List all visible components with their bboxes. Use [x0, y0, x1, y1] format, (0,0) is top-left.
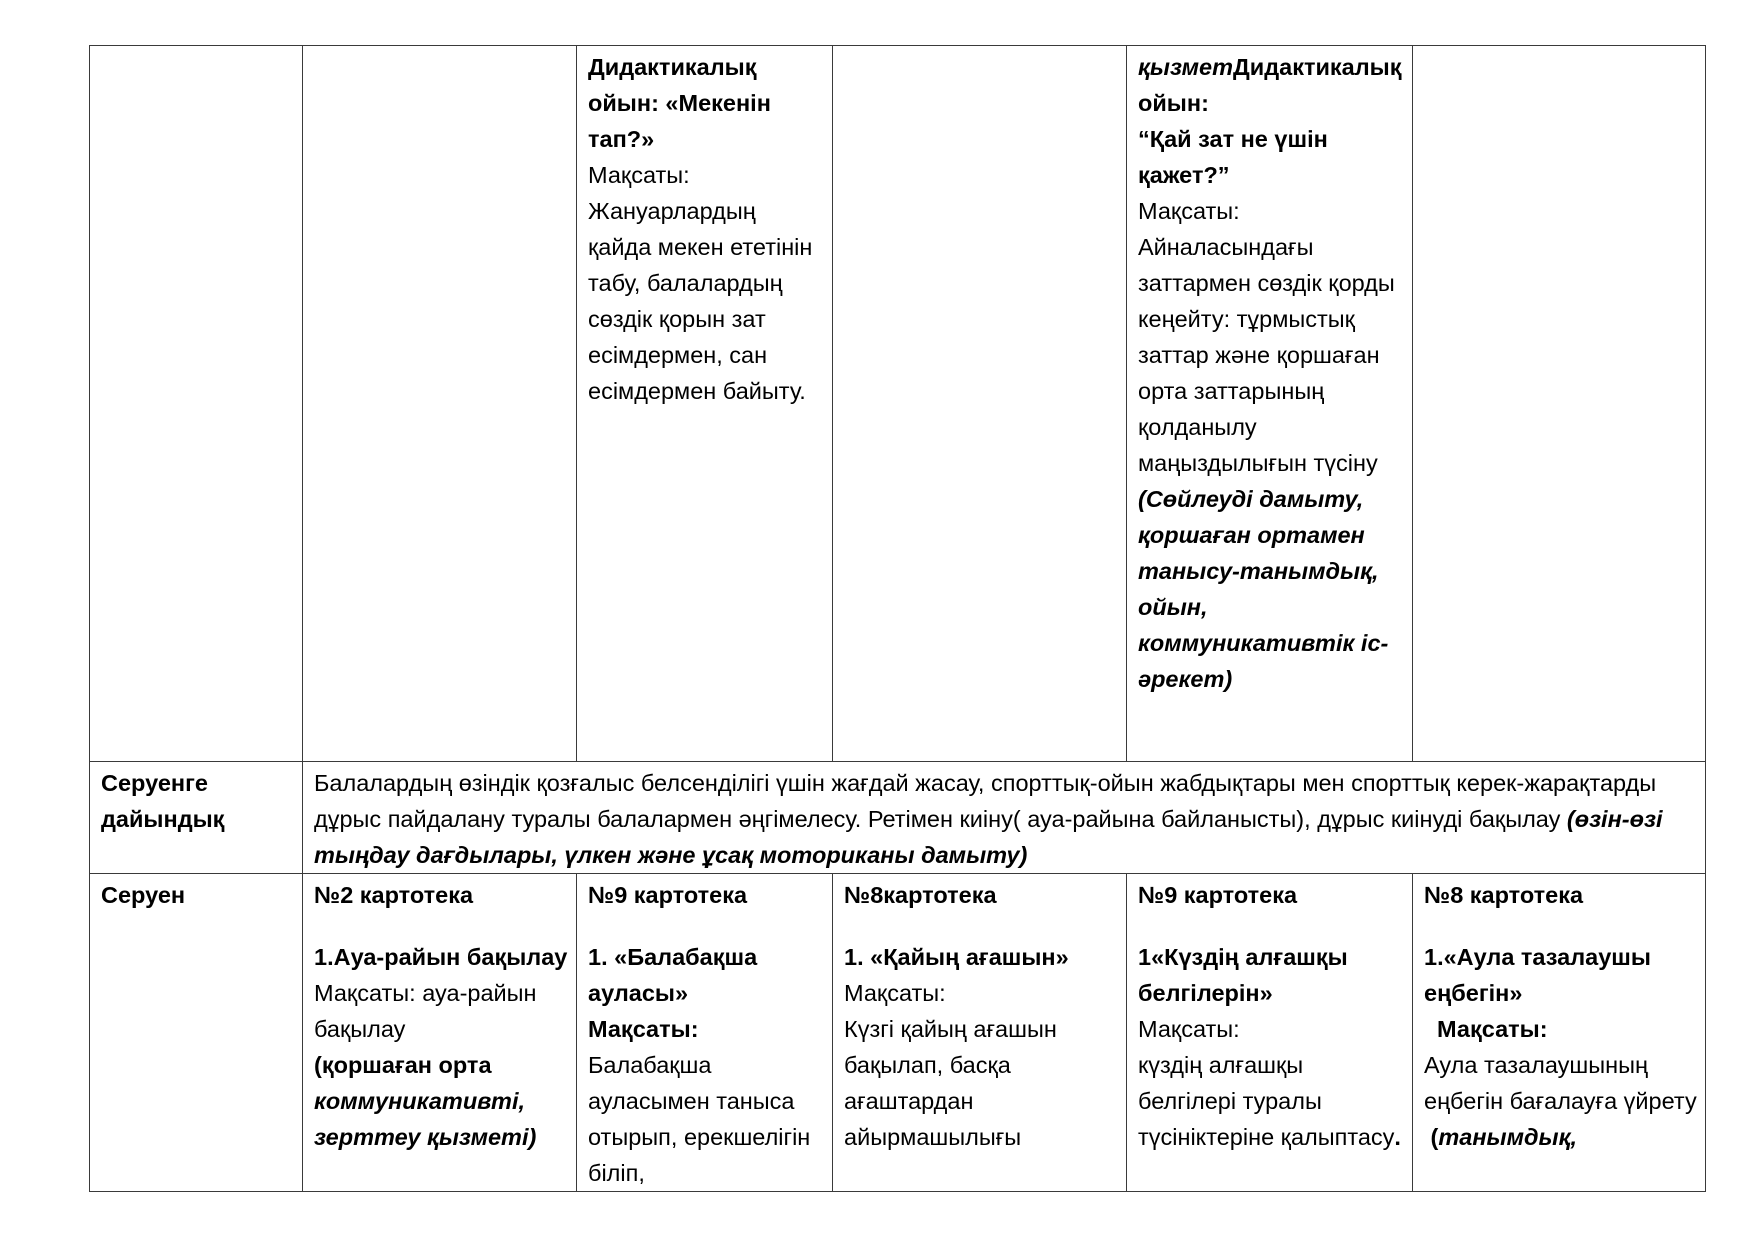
card-number: №8 картотека	[1424, 882, 1584, 908]
game-title: “Қай зат не үшін қажет?”	[1138, 126, 1328, 188]
table-row-walk	[90, 874, 1706, 1192]
goal-label: Мақсаты:	[1138, 1016, 1240, 1042]
area-text-italic: коммуникативті, зерттеу қызметі)	[314, 1088, 537, 1150]
observation-title: 1. «Балабақша ауласы»	[588, 944, 758, 1006]
goal-text: Мақсаты: ауа-райын бақылау	[314, 980, 537, 1042]
cell-empty-day1	[303, 46, 577, 762]
goal-label: Мақсаты:	[1138, 198, 1240, 224]
table-row-walk-preparation	[90, 762, 1706, 874]
goal-text: Жануарлардың қайда мекен ететінін табу, балалардың сөздік қорын зат есімдермен, сан есімдермен байыту.	[588, 198, 813, 404]
cell-walk-day5	[1413, 874, 1706, 1192]
goal-text: күздің алғашқы белгілері туралы түсініктеріне қалыптасу	[1138, 1052, 1395, 1150]
card-number: №9 картотека	[1138, 882, 1298, 908]
cell-walk-day4	[1127, 874, 1413, 1192]
cell-walk-day1	[303, 874, 577, 1192]
cell-walk-day2	[577, 874, 833, 1192]
observation-title: 1.Ауа-райын бақылау	[314, 944, 568, 970]
observation-title: 1. «Қайың ағашын»	[844, 944, 1069, 970]
goal-text: Күзгі қайың ағашын бақылап, басқа ағаштардан айырмашылығы	[844, 1016, 1057, 1150]
cell-empty-day5	[1413, 46, 1706, 762]
row-label-walk-preparation: Серуенге дайындық	[90, 762, 303, 874]
observation-title: 1.«Аула тазалаушы еңбегін»	[1424, 944, 1651, 1006]
card-number: №9 картотека	[588, 882, 748, 908]
table-row-games	[90, 46, 1706, 762]
goal-period: .	[1394, 1124, 1401, 1150]
goal-text: Балабақша ауласымен таныса отырып, ерекшелігін біліп,	[588, 1052, 811, 1186]
goal-label: Мақсаты:	[588, 162, 690, 188]
goal-text: Айналасындағы заттармен сөздік қорды кеңейту: тұрмыстық заттар және қоршаған орта заттарының қолданылу маңыздылығын түсіну	[1138, 234, 1395, 476]
card-number: №2 картотека	[314, 882, 474, 908]
cell-walk-preparation	[303, 762, 1706, 874]
cell-walk-day3	[833, 874, 1127, 1192]
development-areas: (Сөйлеуді дамыту, қоршаған ортамен танысу-танымдық, ойын, коммуникативтік іс-әрекет)	[1138, 486, 1389, 692]
goal-label: Мақсаты:	[588, 1016, 699, 1042]
game-type: Дидактикалық ойын:	[1138, 54, 1402, 116]
area-text-italic: танымдық,	[1438, 1124, 1578, 1150]
goal-label: Мақсаты:	[1424, 1016, 1548, 1042]
development-areas: (өзін-өзі тыңдау дағдылары, үлкен және ұсақ моториканы дамыту)	[314, 806, 1663, 868]
area-open: (	[1424, 1124, 1439, 1150]
activity-word: қызмет	[1138, 54, 1234, 80]
card-number: №8картотека	[844, 882, 997, 908]
row-label-walk: Серуен	[90, 874, 303, 1192]
cell-empty-label	[90, 46, 303, 762]
observation-title: 1«Күздің алғашқы белгілерін»	[1138, 944, 1348, 1006]
cell-empty-day3	[833, 46, 1127, 762]
game-title: Дидактикалық ойын: «Мекенін тап?»	[588, 54, 771, 152]
area-text: (қоршаған орта	[314, 1052, 492, 1078]
goal-text: Аула тазалаушының еңбегін бағалауға үйрету	[1424, 1052, 1697, 1114]
plan-table	[89, 45, 1706, 1192]
cell-game-kai-zat	[1127, 46, 1413, 762]
goal-label: Мақсаты:	[844, 980, 946, 1006]
preparation-text: Балалардың өзіндік қозғалыс белсенділігі үшін жағдай жасау, спорттық-ойын жабдықтары мен спорттық керек-жарақтарды дұрыс пайдалану туралы балалармен әңгімелесу. Ретімен киіну( ауа-райына байланысты), дұрыс киінуді бақылау	[314, 770, 1657, 832]
cell-game-mekenin-tap	[577, 46, 833, 762]
